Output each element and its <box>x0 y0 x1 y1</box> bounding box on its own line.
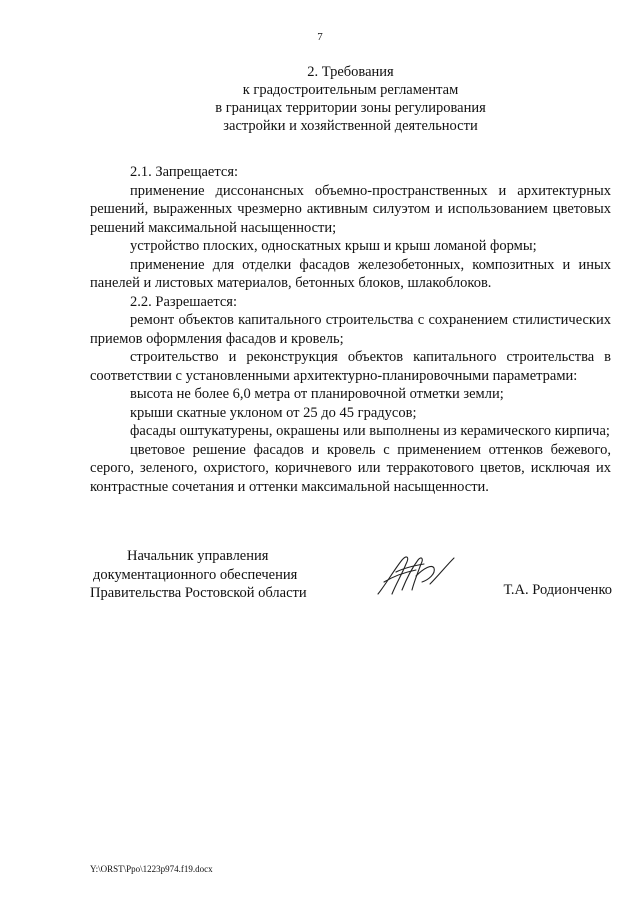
page-number: 7 <box>317 31 323 43</box>
list-item: применение для отделки фасадов железобетонных, композитных и иных панелей и листовых материалов, бетонных блоков, шлакоблоков. <box>90 256 611 291</box>
subsection-title-prohibited: 2.1. Запрещается: <box>130 164 239 180</box>
section-heading <box>90 63 611 135</box>
subsection-title-allowed: 2.2. Разрешается: <box>130 293 237 310</box>
signatory-title-line: Начальник управления <box>127 548 269 564</box>
signatory-title <box>90 547 307 603</box>
heading-line: 2. Требования <box>307 64 394 80</box>
signatory-title-line: Правительства Ростовской области <box>90 585 307 601</box>
list-item: фасады оштукатурены, окрашены или выполнены из керамического кирпича; <box>130 423 610 439</box>
signatory-title-line: документационного обеспечения <box>93 566 298 583</box>
list-item: крыши скатные уклоном от 25 до 45 градусов; <box>130 404 417 421</box>
heading-line: в границах территории зоны регулирования <box>215 100 486 116</box>
document-body <box>90 163 611 496</box>
signatory-name: Т.А. Родионченко <box>503 582 612 598</box>
heading-line: застройки и хозяйственной деятельности <box>223 118 478 134</box>
list-item: цветовое решение фасадов и кровель с применением оттенков бежевого, серого, зеленого, охристого, коричневого или терракотового цветов, исключая их контрастные сочетания и оттенки максимальной насыщенности. <box>90 441 611 495</box>
handwritten-signature <box>372 550 462 605</box>
list-item: применение диссонансных объемно-пространственных и архитектурных решений, выраженных чрезмерно активным силуэтом и использованием цветовых решений максимальной насыщенности; <box>90 182 611 236</box>
list-item: устройство плоских, односкатных крыш и крыш ломаной формы; <box>130 238 537 254</box>
list-item: высота не более 6,0 метра от планировочной отметки земли; <box>130 386 504 402</box>
list-item: ремонт объектов капитального строительства с сохранением стилистических приемов оформления фасадов и кровель; <box>90 312 611 347</box>
file-path-footer: Y:\ORST\Ppo\1223p974.f19.docx <box>90 864 213 874</box>
list-item: строительство и реконструкция объектов капитального строительства в соответствии с установленными архитектурно-планировочными параметрами: <box>90 349 611 384</box>
heading-line: к градостроительным регламентам <box>242 82 459 98</box>
